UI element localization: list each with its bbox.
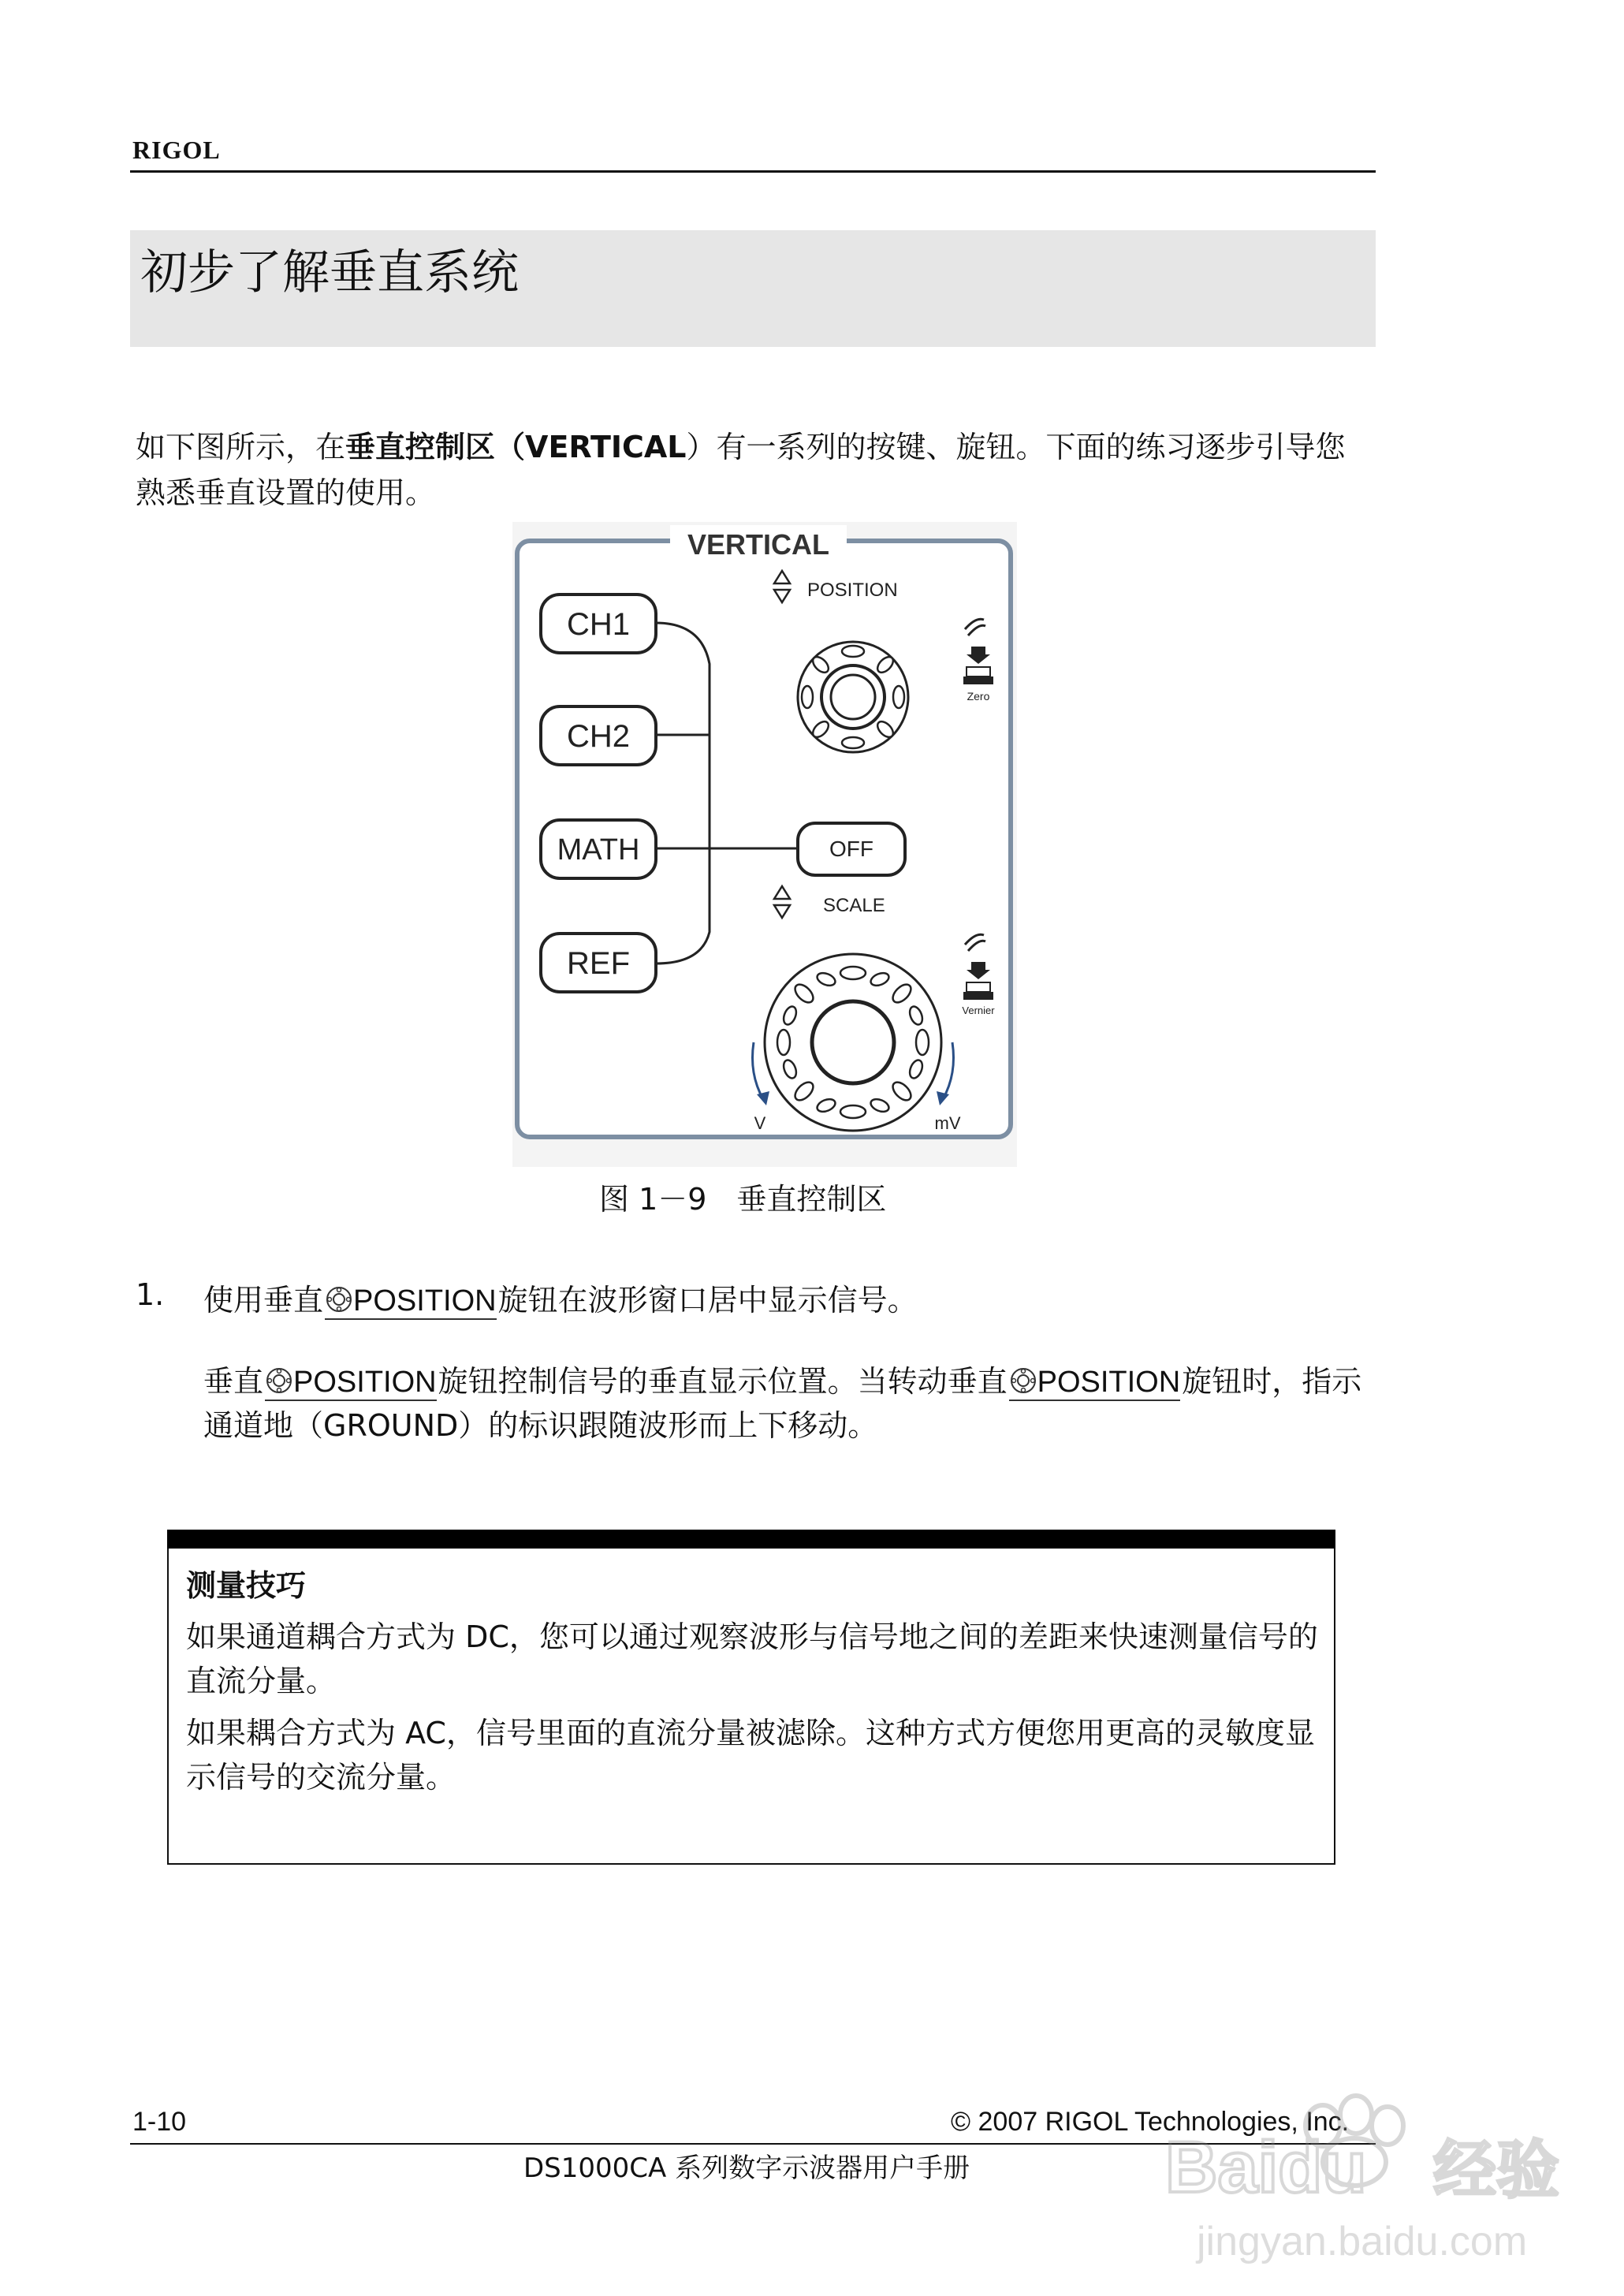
v-label: V (754, 1113, 766, 1133)
panel-label: VERTICAL (687, 528, 829, 561)
svg-text:经验: 经验 (1433, 2134, 1559, 2207)
manual-title: DS1000CA 系列数字示波器用户手册 (523, 2152, 970, 2184)
intro-bold-cn: 垂直控制区（ (345, 430, 526, 464)
knob-icon (325, 1285, 353, 1314)
detail-text-b: 旋钮控制信号的垂直显示位置。当转动垂直 (438, 1364, 1008, 1399)
svg-text:jingyan.baidu.com: jingyan.baidu.com (1197, 2219, 1528, 2264)
header-rule (130, 170, 1376, 173)
knob-name: POSITION (353, 1284, 497, 1318)
ref-button[interactable] (541, 934, 656, 992)
position-knob[interactable] (798, 642, 908, 752)
position-knob-ref (325, 1283, 497, 1320)
page-number: 1-10 (132, 2107, 187, 2137)
step-number: 1. (136, 1277, 165, 1312)
step-1-detail (203, 1359, 1378, 1448)
knob-icon (265, 1366, 293, 1395)
svg-text:OFF: OFF (829, 837, 873, 861)
detail-text-c: 旋钮时，指示通道地（GROUND）的标识跟随波形而上下移动。 (203, 1364, 1362, 1443)
detail-text-a: 垂直 (203, 1364, 264, 1399)
baidu-watermark (1157, 2074, 1615, 2279)
intro-text-a: 如下图所示，在 (136, 430, 346, 464)
step-1-text-a: 使用垂直 (203, 1283, 324, 1318)
svg-text:MATH: MATH (557, 833, 640, 867)
tip-box-top-bar (167, 1530, 1335, 1549)
tip-paragraph-1: 如果通道耦合方式为 DC，您可以通过观察波形与信号地之间的差距来快速测量信号的直流分量。 (186, 1620, 1318, 1698)
position-knob-ref (1009, 1364, 1181, 1401)
intro-text-b: ）有一系列的按键、旋钮。下面的练习逐步引导您熟悉垂直设置的使用。 (136, 430, 1346, 510)
intro-paragraph (136, 424, 1373, 516)
mv-label: mV (934, 1113, 961, 1133)
step-1-text (203, 1277, 918, 1323)
knob-name: POSITION (293, 1366, 437, 1399)
ch2-button[interactable] (541, 706, 656, 765)
scale-label: SCALE (823, 895, 885, 916)
tip-paragraph-2: 如果耦合方式为 AC，信号里面的直流分量被滤除。这种方式方便您用更高的灵敏度显示信号的交流分量。 (186, 1716, 1315, 1795)
svg-text:CH2: CH2 (566, 719, 631, 754)
step-1-text-b: 旋钮在波形窗口居中显示信号。 (497, 1283, 918, 1318)
copyright: © 2007 RIGOL Technologies, Inc. (951, 2107, 1350, 2137)
ch1-button[interactable] (541, 594, 656, 653)
knob-name: POSITION (1037, 1366, 1181, 1399)
vertical-panel-illustration (512, 522, 1017, 1167)
vernier-label: Vernier (962, 1004, 995, 1016)
off-button[interactable] (798, 823, 905, 875)
math-button[interactable] (541, 820, 656, 878)
position-knob-ref (265, 1364, 437, 1401)
vertical-panel-figure (512, 522, 1017, 1167)
intro-bold-en: VERTICAL (525, 430, 687, 464)
tip-title: 测量技巧 (186, 1568, 307, 1603)
figure-caption: 图 1－9 垂直控制区 (599, 1182, 887, 1217)
brand-logo: RIGOL (132, 136, 221, 164)
svg-text:Baidu: Baidu (1165, 2127, 1367, 2208)
section-title: 初步了解垂直系统 (140, 245, 519, 300)
zero-label: Zero (967, 690, 990, 703)
position-label: POSITION (807, 580, 898, 601)
svg-text:REF: REF (567, 946, 630, 981)
svg-text:CH1: CH1 (566, 607, 631, 642)
knob-icon (1009, 1366, 1037, 1395)
scale-knob[interactable] (765, 954, 941, 1131)
